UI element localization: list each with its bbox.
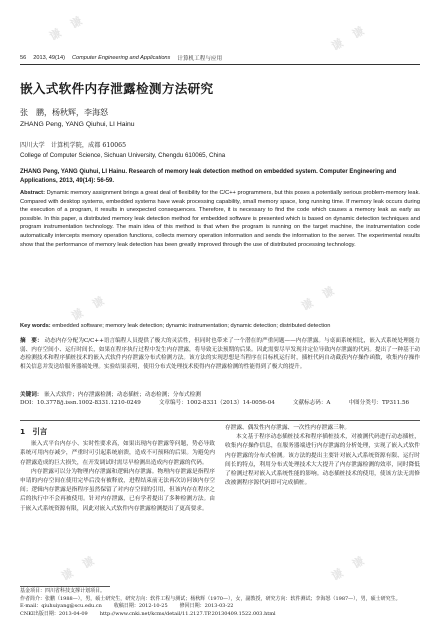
cnki-row: [20, 611, 420, 619]
author-bio: 作者简介：张鹏（1988—），男，硕士研究生，研究方向：软件工程与测试；杨秋辉（1970—），女，副教授，研究方向：软件测试；李海怒（1987—），男，硕士研究生。: [20, 595, 401, 602]
keywords-en: [20, 322, 420, 331]
abstract-en-text: Dynamic memory assignment brings a great deal of flexibility for the C/C++ programmers, but this poses a potentially serious problem-memory leak. Compared with desktop systems, embedded systems have weak processing capability, small memory space, long running time. If memory leak occurs during the execution of a program, it results in unexpected consequences. Therefore, it is necessary to find the code which causes a memory leak as early as possible. In this paper, a distributed memory leak detection method for embedded software is presented which is based on dynamic detection techniques and program instrumentation technology. The main idea of this method is that when the program is running on the target machine, the instrumentation code automatically intercepts memory operation functions, collects memory operation information and sends the information to the server. The experimental results show that the performance of memory leak detection has been greatly improved through the use of distributed processing technology.: [20, 190, 420, 248]
issue: 2013, 49(14): [33, 55, 65, 61]
paper-title: 嵌入式软件内存泄露检测方法研究: [20, 81, 214, 96]
journal-name-en: Computer Engineering and Applications: [71, 55, 171, 61]
citation: ZHANG Peng, YANG Qiuhui, LI Hainu. Research of memory leak detection method on embedded system. Computer Engineering and Applications, 2013, 49(14): 56-59.: [20, 169, 397, 185]
paragraph: 本文基于程序动态插桩技术和程序插桩技术，对被测代码进行动态插桩，收集内存操作信息，在服务器端进行内存泄露的分析处理，实现了嵌入式软件内存泄露的分布式检测。该方法的提出主要针对嵌入式系统资源有限、运行时间长的特点，利用分布式处理技术大大提升了内存泄露检测的效率，同时降低了检测过程对嵌入式系统性能的影响。动态插桩技术的使用，使该方法无需修改被测程序源代码即可完成插桩。: [225, 434, 420, 487]
keywords-cn-text: 嵌入式软件；内存泄露检测；动态插桩；动态检测；分布式检测: [44, 392, 201, 398]
paragraph: 存泄露、偶发性内存泄露、一次性内存泄露三种。: [225, 425, 351, 431]
email: E-mail：qiuhuiyang@scu.edu.cn: [20, 603, 102, 610]
classification: 中图分类号：TP311.56: [348, 400, 410, 406]
header-rule: [20, 64, 420, 65]
journal-name-cn: 计算机工程与应用: [177, 56, 223, 62]
affiliation-en: College of Computer Science, Sichuan University, Chengdu 610065, China: [20, 152, 226, 159]
watermark: 谦 谦: [329, 23, 368, 54]
document-code: 文献标志码：A: [292, 400, 331, 406]
cnki-date: CNKI出版日期：2013-04-09: [20, 610, 88, 617]
article-number: 文章编号：1002-8331（2013）14-0056-04: [158, 400, 275, 406]
abstract-cn: [20, 337, 420, 371]
revised-date: 修回日期：2013-03-22: [179, 603, 234, 610]
watermark: 谦 谦: [59, 553, 98, 584]
authors-cn: 张 鹏，杨秋辉，李海怒: [20, 108, 108, 117]
body-column-right: [225, 424, 420, 488]
body-column-left: [20, 424, 215, 514]
footnote-rule: [20, 586, 110, 587]
abstract-en-label: Abstract:: [20, 190, 45, 196]
keywords-en-text: embedded software; memory leak detection; dynamic instrumentation; dynamic detection; distributed detection: [52, 323, 331, 329]
keywords-en-label: Key words:: [20, 323, 51, 329]
received-date: 收稿日期：2012-10-25: [113, 603, 168, 610]
section-heading: 1 引言: [20, 427, 48, 436]
watermark: 谦 谦: [69, 293, 108, 324]
section-divider: [20, 420, 420, 421]
doi: DOI：10.3778/j.issn.1002-8331.1210-0249: [20, 400, 141, 406]
paragraph: 嵌入式平台内存小、实时性要求高，如果出现内存泄露等问题，势必导致系统可用内存减少，严重时可引起系统崩溃，造成不可预料的后果。为避免内存泄露造成的巨大损失，在开发调试时需尽早检测出造成内存泄露的代码。: [20, 441, 215, 466]
affiliation-cn: 四川大学 计算机学院，成都 610065: [20, 142, 127, 149]
fund-line: 基金项目：四川省科技支撑计划项目。: [20, 588, 106, 594]
watermark: 谦 谦: [329, 553, 368, 584]
cnki-url[interactable]: http://www.cnki.net/kcms/detail/11.2127.TP.20130409.1522.003.html: [99, 610, 276, 617]
authors-en: ZHANG Peng, YANG Qiuhui, LI Hainu: [20, 121, 135, 128]
article-meta: [20, 399, 420, 408]
watermark: 谦 谦: [47, 13, 86, 44]
abstract-cn-label: 摘 要：: [20, 338, 43, 344]
date-row: [20, 603, 420, 611]
paragraph: 内存泄露可以分为物理内存泄露和逻辑内存泄露。物理内存泄露是指程序申请的内存空间在使用完毕后没有被释放，进程结束前无法再次访问该内存空间；逻辑内存泄露是指程序虽然保留了对内存空间的引用，但该内存在程序之后的执行中不会再被使用。针对内存泄露，已有学者提出了多种检测方法。由于嵌入式系统资源有限，因此对嵌入式软件内存泄露检测提出了更高要求。: [20, 468, 215, 512]
footnote: [20, 588, 420, 618]
abstract-en: [20, 189, 420, 249]
running-header: [20, 53, 420, 63]
page-number: 56: [20, 55, 27, 61]
abstract-cn-text: 动态内存分配为C/C++语言编程人员提供了极大的灵活性，但同时也带来了一个潜在的严重问题——内存泄露。与桌面系统相比，嵌入式系统处理能力弱、内存空间小、运行时间长，如果在程序执行过程中发生内存泄露，将导致无法预期的后果。因此需要尽早发现并定位导致内存泄露的代码。提出了一种基于动态检测技术和程序插桩技术的嵌入式软件内存泄露分布式检测方法。该方法的实现思想是当程序在目标机运行时，插桩代码自动截获内存操作函数，收集内存操作相关信息并发送给服务器端处理。实验结果表明，使用分布式处理技术使得内存泄露检测的性能得到了极大的提升。: [20, 338, 420, 370]
watermark: 谦 谦: [299, 283, 338, 314]
keywords-cn-label: 关键词：: [20, 392, 43, 398]
